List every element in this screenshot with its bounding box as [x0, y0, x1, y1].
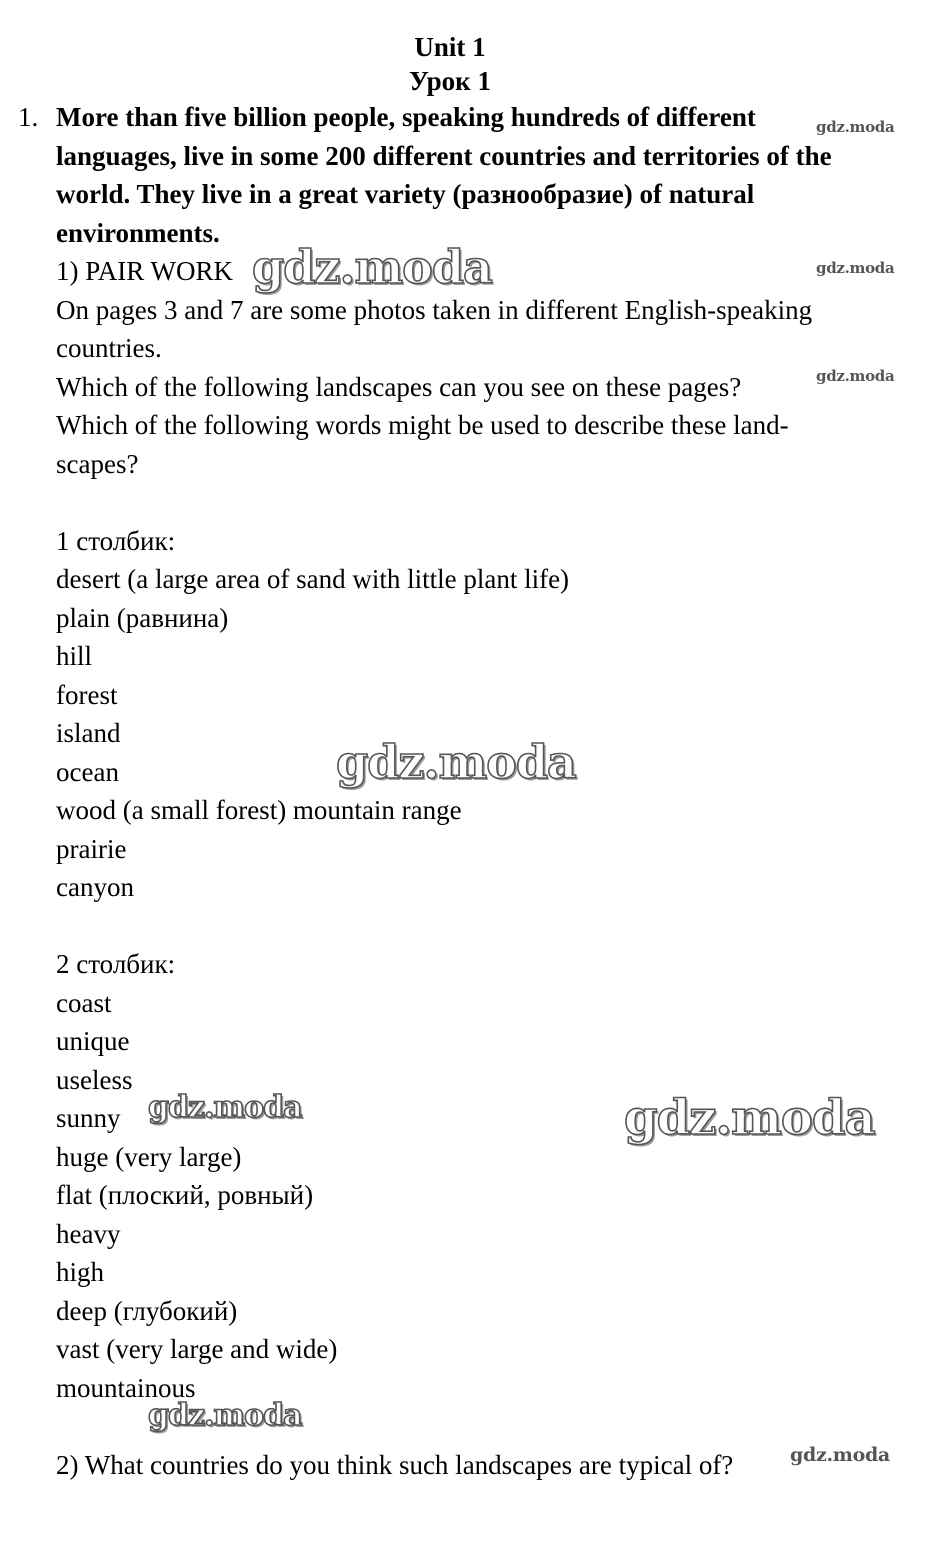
part1-line: Which of the following words might be used to describe these land-: [56, 410, 789, 440]
column1-item: forest: [56, 679, 118, 710]
intro-line: More than five billion people, speaking hundreds of different: [56, 102, 756, 132]
intro-line: world. They live in a great variety (разнообразие) of natural: [56, 179, 755, 209]
column1-item: canyon: [56, 872, 134, 902]
watermark-large: gdz.moda: [624, 1090, 875, 1146]
part1-line: On pages 3 and 7 are some photos taken in different English-speaking: [56, 294, 813, 325]
intro-line: environments.: [56, 217, 220, 248]
watermark-small: gdz.moda: [790, 1444, 890, 1466]
column2-item: flat (плоский, ровный): [56, 1180, 314, 1210]
part1-line: Which of the following landscapes can you see on these pages?: [56, 371, 742, 402]
column2-item: unique: [56, 1026, 130, 1056]
lesson-title: Урок 1: [409, 66, 491, 96]
watermark-small: gdz.moda: [816, 367, 895, 385]
watermark-small: gdz.moda: [816, 118, 895, 136]
part1-line: countries.: [56, 333, 162, 363]
column2-item: mountainous: [56, 1372, 196, 1403]
task-number: 1.: [18, 102, 39, 132]
column2-item: useless: [56, 1064, 133, 1095]
column2-item: heavy: [56, 1218, 121, 1249]
spacer: [56, 907, 916, 946]
intro-line: languages, live in some 200 different countries and territories of the: [56, 140, 832, 171]
task-body: [56, 252, 916, 1484]
part1-line: scapes?: [56, 448, 139, 479]
column2-item: huge (very large): [56, 1141, 242, 1172]
task-intro: [56, 98, 906, 252]
column2-item: deep (глубокий): [56, 1295, 238, 1326]
watermark-large: gdz.moda: [148, 1090, 302, 1125]
part1-title: 1) PAIR WORK: [56, 256, 234, 286]
column2-item: high: [56, 1257, 105, 1287]
watermark-large: gdz.moda: [148, 1398, 302, 1433]
column1-item: wood (a small forest) mountain range: [56, 795, 462, 825]
column1-item: desert (a large area of sand with little plant life): [56, 564, 570, 594]
column2-item: sunny: [56, 1103, 121, 1133]
column2-item: coast: [56, 987, 112, 1018]
watermark-small: gdz.moda: [816, 259, 895, 277]
column2-item: vast (very large and wide): [56, 1334, 338, 1364]
column1-item: ocean: [56, 756, 119, 787]
column1-item: prairie: [56, 833, 127, 864]
column1-item: island: [56, 718, 121, 748]
column1-item: hill: [56, 641, 93, 671]
column2-heading: 2 столбик:: [56, 949, 176, 979]
part2-question: 2) What countries do you think such landscapes are typical of?: [56, 1449, 734, 1480]
spacer: [56, 483, 916, 522]
spacer: [56, 1407, 916, 1446]
unit-title: Unit 1: [414, 32, 486, 62]
column1-item: plain (равнина): [56, 602, 229, 633]
column1-heading: 1 столбик:: [56, 525, 176, 556]
watermark-large: gdz.moda: [336, 735, 576, 789]
watermark-large: gdz.moda: [252, 240, 492, 294]
